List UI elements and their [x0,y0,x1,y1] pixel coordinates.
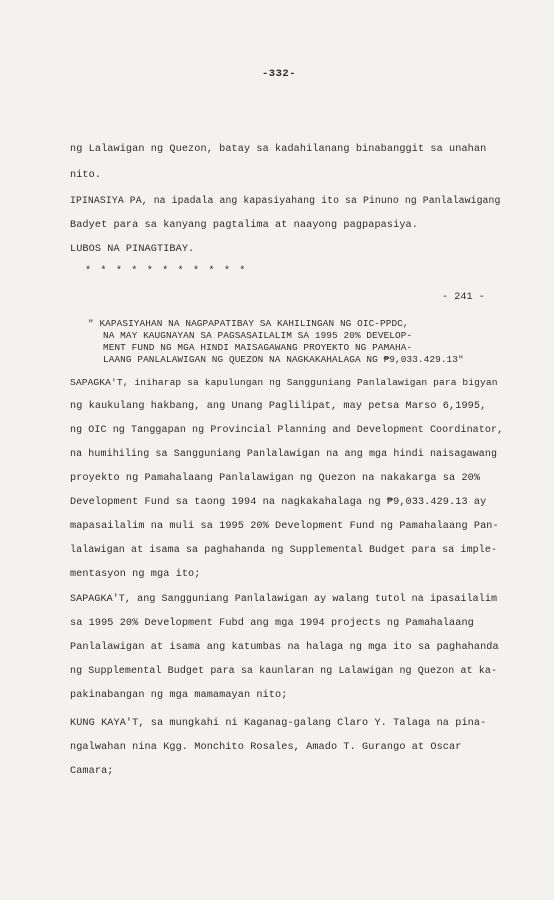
bleed-through-text [270,103,272,114]
body-line: ng kaukulang hakbang, ang Unang Paglilipat, may petsa Marso 6,1995, [70,401,487,412]
body-line: SAPAGKA'T, ang Sangguniang Panlalawigan ay walang tutol na ipasailalim [70,594,498,605]
body-line: sa 1995 20% Development Fubd ang mga 1994 projects ng Pamahalaang [70,618,474,629]
page-number: -332- [262,68,297,80]
body-line: Development Fund sa taong 1994 na nagkakahalaga ng ₱9,033.429.13 ay [70,497,487,508]
body-line: ng OIC ng Tanggapan ng Provincial Planning and Development Coordinator, [70,425,504,436]
body-line: mapasailalim na muli sa 1995 20% Development Fund ng Pamahalaang Pan- [70,521,499,532]
body-line: ngalwahan nina Kgg. Monchito Rosales, Amado T. Gurango at Oscar [70,742,462,753]
body-line: Camara; [70,766,114,777]
body-line: na humihiling sa Sangguniang Panlalawigan na ang mga hindi naisagawang [70,449,498,460]
intro-line: IPINASIYA PA, na ipadala ang kapasiyahang ito sa Pinuno ng Panlalawigang [70,195,501,206]
intro-line: nito. [70,170,102,181]
resolution-title-line: MENT FUND NG MGA HINDI MAISAGAWANG PROYEKTO NG PAMAHA- [103,342,413,353]
body-line: lalawigan at isama sa paghahanda ng Supplemental Budget para sa imple- [70,545,498,556]
intro-line: LUBOS NA PINAGTIBAY. [70,244,195,255]
separator-asterisks: * * * * * * * * * * * [85,266,247,277]
resolution-title-line: LAANG PANLALAWIGAN NG QUEZON NA NAGKAKAHALAGA NG ₱9,033.429.13" [103,354,464,365]
body-line: Panlalawigan at isama ang katumbas na halaga ng mga ito sa paghahanda [70,642,499,653]
body-line: mentasyon ng mga ito; [70,569,201,580]
intro-line: Badyet para sa kanyang pagtalima at naayong pagpapasiya. [70,220,418,231]
resolution-number: - 241 - [442,292,485,303]
intro-line: ng Lalawigan ng Quezon, batay sa kadahilanang binabanggit sa unahan [70,144,487,155]
body-line: proyekto ng Pamahalaang Panlalawigan ng Quezon na nakakarga sa 20% [70,473,481,484]
resolution-title-line: NA MAY KAUGNAYAN SA PAGSASAILALIM SA 1995 20% DEVELOP- [103,330,413,341]
body-line: SAPAGKA'T, iniharap sa kapulungan ng Sangguniang Panlalawigan para bigyan [70,377,498,388]
body-line: pakinabangan ng mga mamamayan nito; [70,690,288,701]
body-line: KUNG KAYA'T, sa mungkahi ni Kaganag-galang Claro Y. Talaga na pina- [70,718,487,729]
resolution-title-line: " KAPASIYAHAN NA NAGPAPATIBAY SA KAHILINGAN NG OIC-PPDC, [88,318,409,329]
body-line: ng Supplemental Budget para sa kaunlaran ng Lalawigan ng Quezon at ka- [70,666,498,677]
